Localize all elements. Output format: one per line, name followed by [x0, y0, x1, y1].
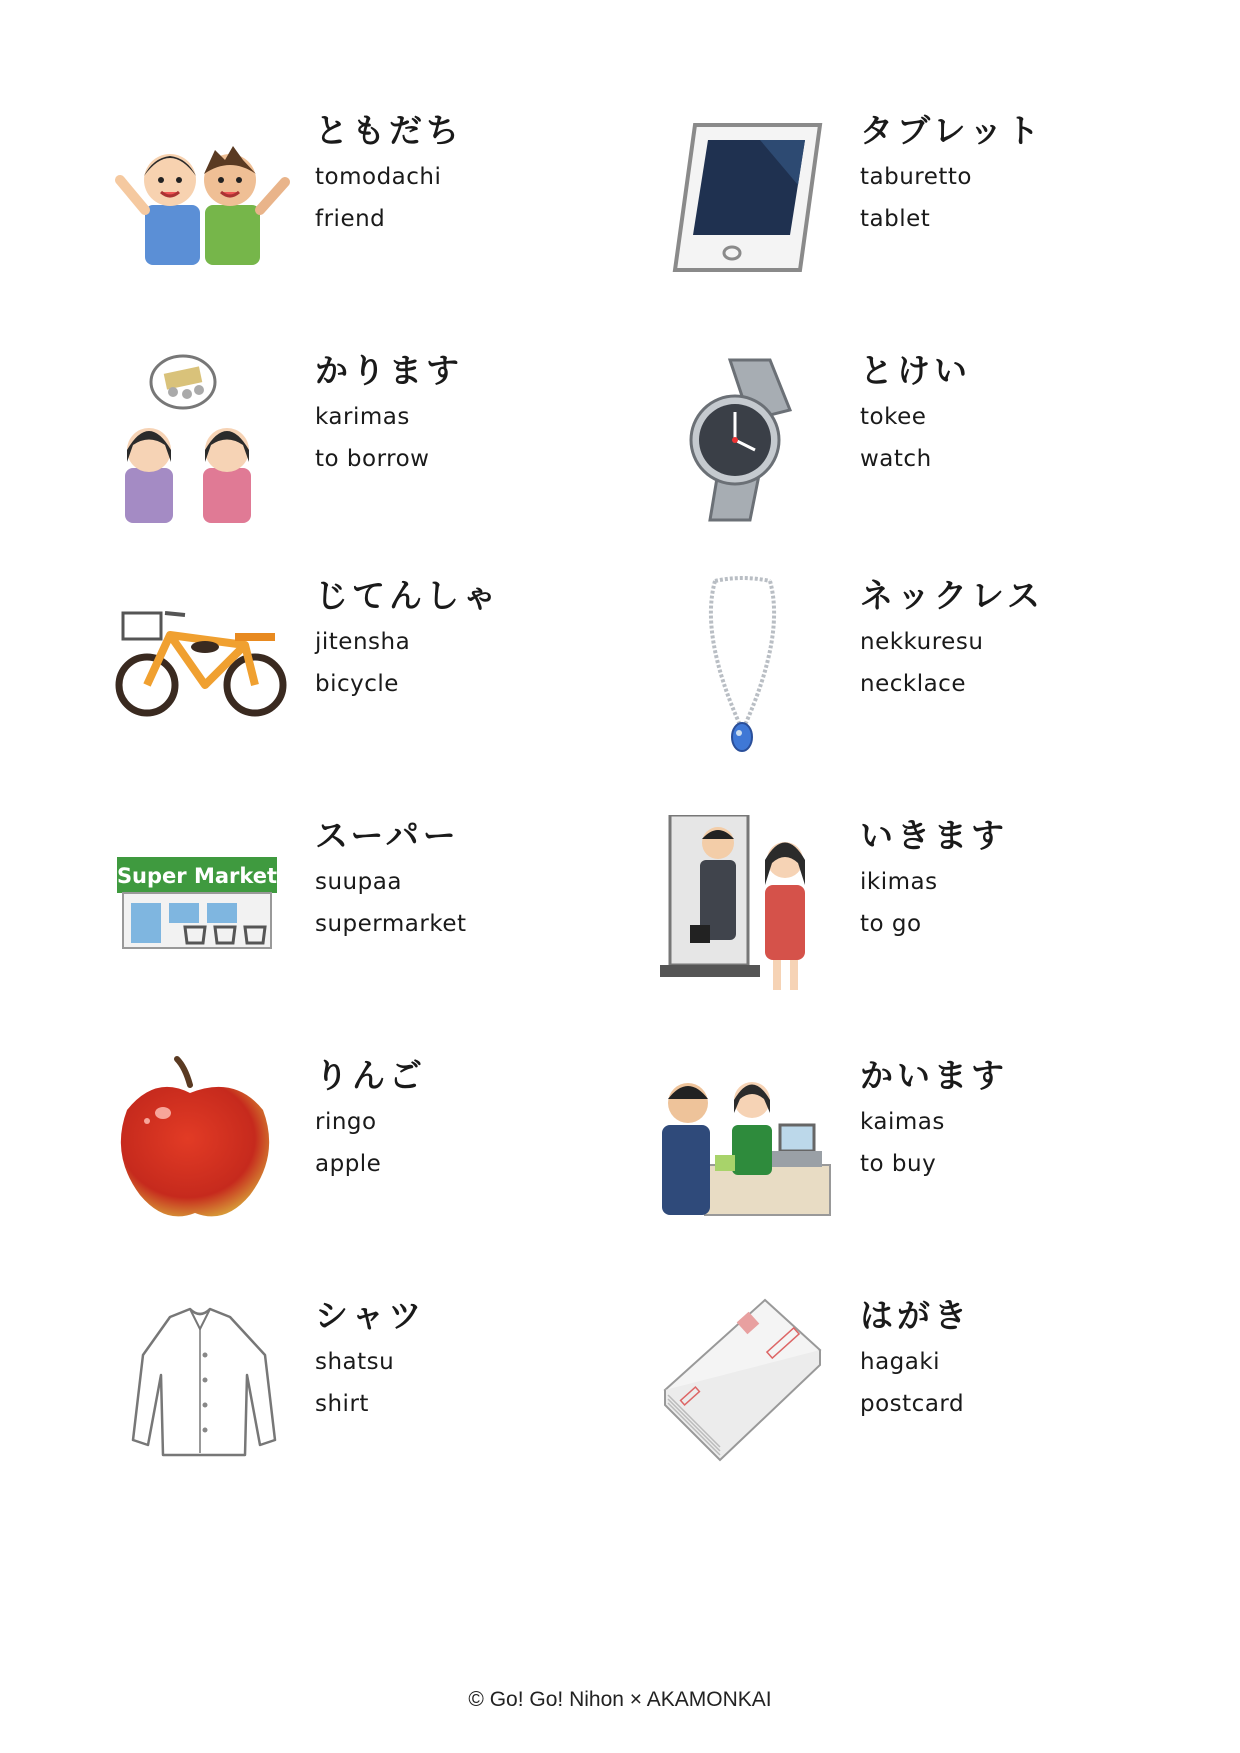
vocab-card-tablet — [660, 110, 1200, 310]
english-word: shirt — [315, 1391, 369, 1417]
bicycle-illustration — [115, 575, 295, 755]
romaji-word: taburetto — [860, 164, 972, 190]
copyright-footer: © Go! Go! Nihon × AKAMONKAI — [468, 1688, 772, 1711]
kana-word: ネックレス — [860, 576, 1045, 615]
romaji-word: kaimas — [860, 1109, 945, 1135]
shopping-register-illustration — [660, 1055, 840, 1235]
romaji-word: karimas — [315, 404, 410, 430]
shirt-illustration — [115, 1295, 295, 1475]
kana-word: シャツ — [315, 1296, 426, 1335]
english-word: friend — [315, 206, 386, 232]
kana-word: ともだち — [315, 111, 463, 150]
english-word: tablet — [860, 206, 931, 232]
vocab-card-shirt — [115, 1295, 655, 1495]
postcard-stack-illustration — [660, 1295, 840, 1475]
kana-word: かります — [315, 351, 463, 390]
romaji-word: nekkuresu — [860, 629, 984, 655]
necklace-illustration — [660, 575, 840, 755]
romaji-word: shatsu — [315, 1349, 395, 1375]
english-word: necklace — [860, 671, 966, 697]
kana-word: タブレット — [860, 111, 1044, 150]
vocab-card-necklace — [660, 575, 1200, 775]
romaji-word: ringo — [315, 1109, 377, 1135]
vocab-card-postcard — [660, 1295, 1200, 1495]
romaji-word: jitensha — [315, 629, 411, 655]
romaji-word: tomodachi — [315, 164, 442, 190]
kana-word: スーパー — [315, 816, 460, 855]
borrow-money-illustration — [115, 350, 295, 530]
vocab-card-friend — [115, 110, 655, 310]
kana-word: とけい — [860, 351, 971, 390]
wristwatch-illustration — [660, 350, 840, 530]
kana-word: かいます — [860, 1056, 1008, 1095]
vocab-card-to-borrow — [115, 350, 655, 550]
supermarket-illustration — [115, 815, 295, 995]
english-word: supermarket — [315, 911, 467, 937]
english-word: postcard — [860, 1391, 965, 1417]
store-sign-text: Super Market — [116, 864, 278, 888]
kana-word: りんご — [315, 1056, 426, 1095]
english-word: to borrow — [315, 446, 430, 472]
vocab-card-to-go — [660, 815, 1200, 1015]
friends-illustration — [115, 110, 295, 290]
vocab-card-apple — [115, 1055, 655, 1255]
romaji-word: suupaa — [315, 869, 402, 895]
vocab-card-to-buy — [660, 1055, 1200, 1255]
english-word: watch — [860, 446, 932, 472]
english-word: apple — [315, 1151, 382, 1177]
english-word: to go — [860, 911, 922, 937]
english-word: bicycle — [315, 671, 399, 697]
apple-illustration — [115, 1055, 295, 1235]
kana-word: いきます — [860, 816, 1008, 855]
vocab-card-supermarket — [115, 815, 655, 1015]
english-word: to buy — [860, 1151, 937, 1177]
romaji-word: ikimas — [860, 869, 938, 895]
tablet-illustration — [660, 110, 840, 290]
kana-word: はがき — [860, 1296, 971, 1335]
leaving-home-illustration — [660, 815, 840, 995]
romaji-word: hagaki — [860, 1349, 941, 1375]
vocab-card-bicycle — [115, 575, 655, 775]
romaji-word: tokee — [860, 404, 927, 430]
kana-word: じてんしゃ — [315, 576, 500, 615]
vocab-card-watch — [660, 350, 1200, 550]
